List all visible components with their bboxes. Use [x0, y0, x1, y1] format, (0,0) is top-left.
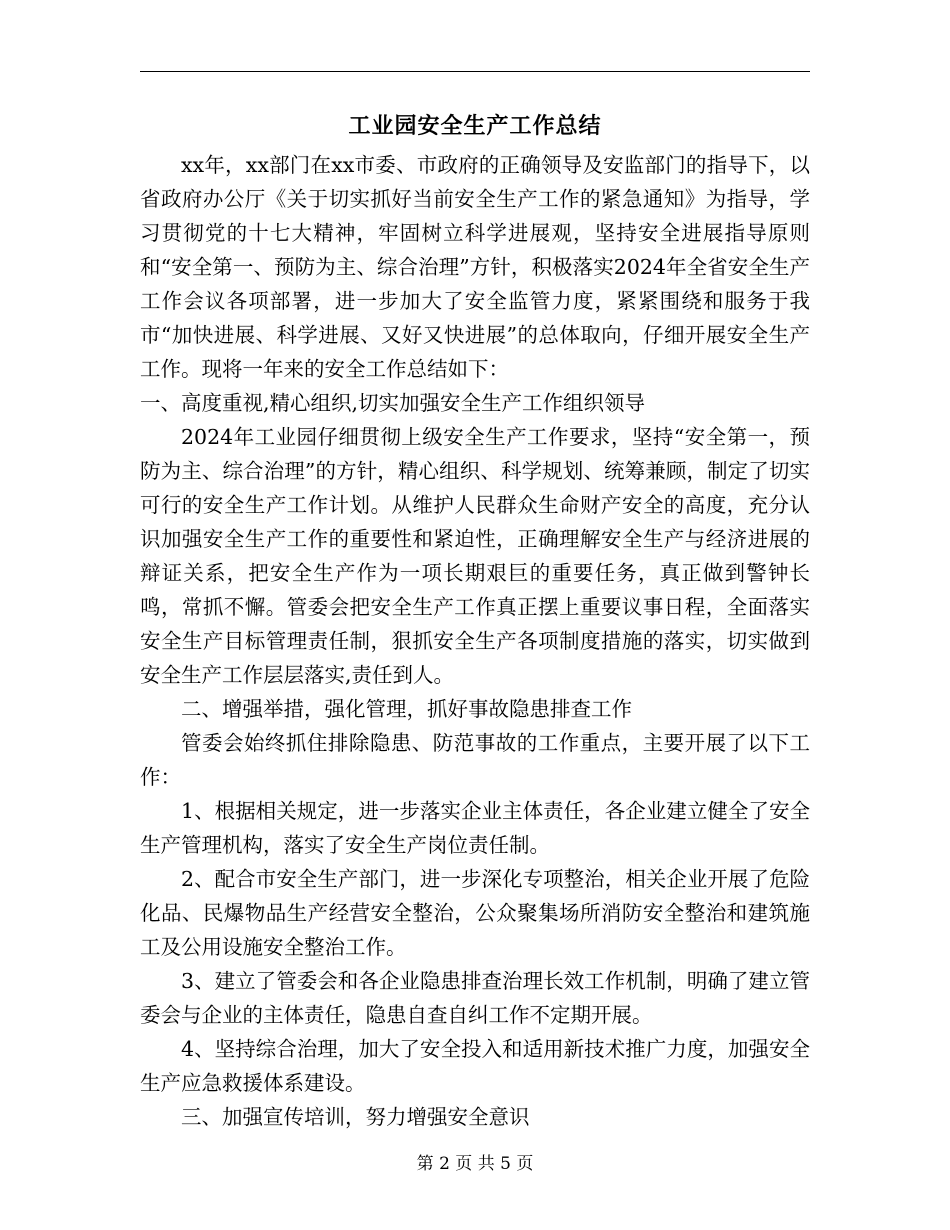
paragraph: xx年，xx部门在xx市委、市政府的正确领导及安监部门的指导下，以省政府办公厅《关于切实抓好当前安全生产工作的紧急通知》为指导，学习贯彻党的十七大精神，牢固树立科学进展观，坚持安全进展指导原则和“安全第一、预防为主、综合治理”方针，积极落实2024年全省安全生产工作会议各项部署，进一步加大了安全监管力度，紧紧围绕和服务于我市“加快进展、科学进展、又好又快进展”的总体取向，仔细开展安全生产工作。现将一年来的安全工作总结如下：: [140, 153, 810, 381]
list-item: 1、根据相关规定，进一步落实企业主体责任，各企业建立健全了安全生产管理机构，落实了安全生产岗位责任制。: [140, 799, 810, 857]
section-heading: 三、加强宣传培训，努力增强安全意识: [181, 1105, 530, 1129]
paragraph: 管委会始终抓住排除隐患、防范事故的工作重点，主要开展了以下工作：: [140, 731, 810, 789]
paragraph: 2024年工业园仔细贯彻上级安全生产工作要求，坚持“安全第一，预防为主、综合治理”的方针，精心组织、科学规划、统筹兼顾，制定了切实可行的安全生产工作计划。从维护人民群众生命财产安全的高度，充分认识加强安全生产工作的重要性和紧迫性，正确理解安全生产与经济进展的辩证关系，把安全生产作为一项长期艰巨的重要任务，真正做到警钟长鸣，常抓不懈。管委会把安全生产工作真正摆上重要议事日程，全面落实安全生产目标管理责任制，狠抓安全生产各项制度措施的落实，切实做到安全生产工作层层落实,责任到人。: [140, 425, 810, 687]
list-item: 2、配合市安全生产部门，进一步深化专项整治，相关企业开展了危险化品、民爆物品生产经营安全整治，公众聚集场所消防安全整治和建筑施工及公用设施安全整治工作。: [140, 867, 810, 959]
document-title: 工业园安全生产工作总结: [348, 114, 602, 139]
list-item: 4、坚持综合治理，加大了安全投入和适用新技术推广力度，加强安全生产应急救援体系建设。: [140, 1037, 810, 1095]
list-item: 3、建立了管委会和各企业隐患排查治理长效工作机制，明确了建立管委会与企业的主体责任，隐患自查自纠工作不定期开展。: [140, 969, 810, 1027]
section-heading: 二、增强举措，强化管理，抓好事故隐患排查工作: [181, 697, 632, 721]
document-body: [140, 148, 810, 1134]
page-footer: 第 2 页 共 5 页: [416, 1154, 534, 1174]
header-rule: [140, 71, 810, 72]
section-heading: 一、高度重视,精心组织,切实加强安全生产工作组织领导: [140, 391, 646, 415]
